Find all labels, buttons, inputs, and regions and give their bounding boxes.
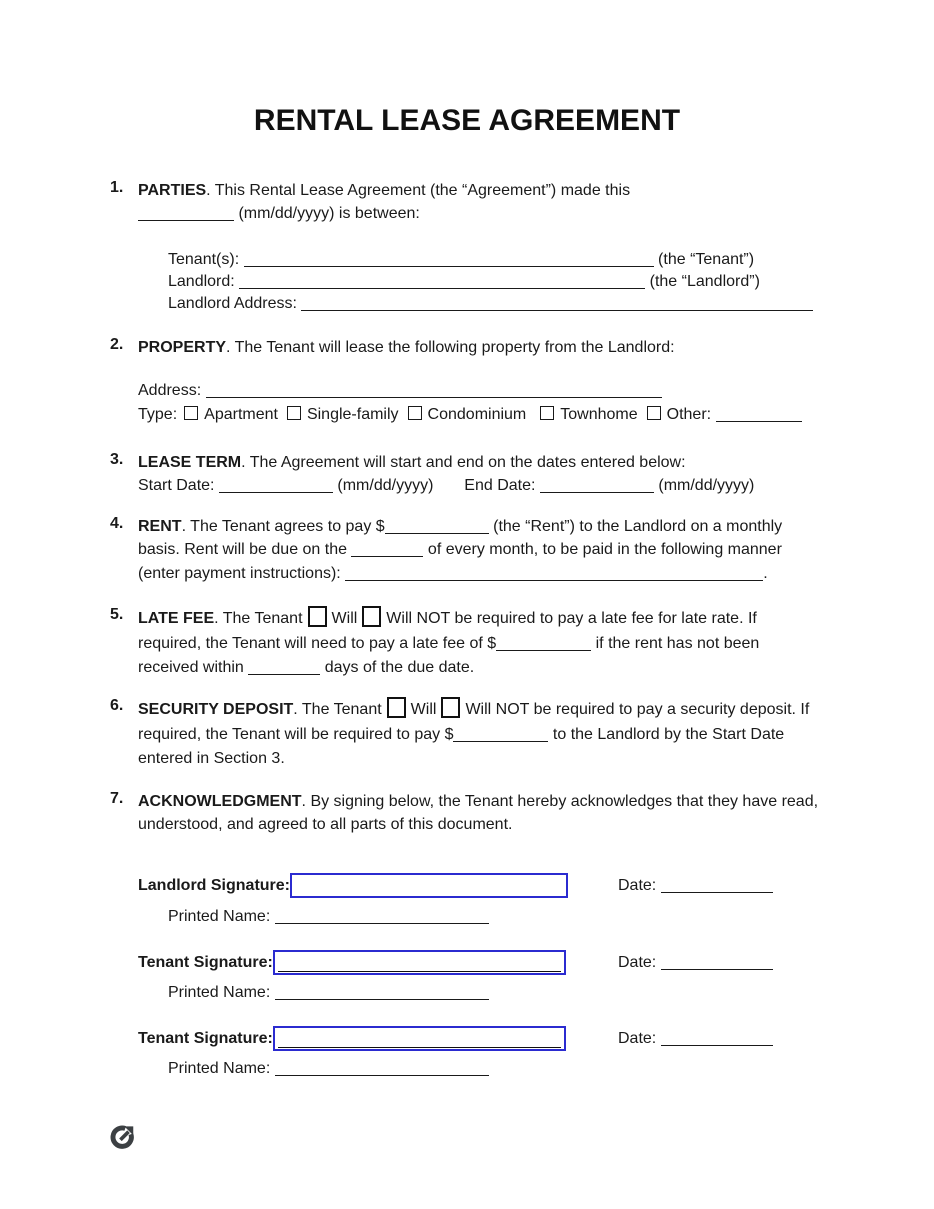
rent-text-2: (the “Rent”) to the Landlord on a monthly basis. Rent will be due on the <box>138 518 783 559</box>
landlord-date-line <box>661 877 773 893</box>
property-address-row <box>138 379 824 403</box>
section-security-deposit <box>110 697 824 772</box>
type-apartment-checkbox <box>184 406 198 420</box>
deposit-text-2: be required to pay a security deposit. If required, the Tenant will be required to pay $ <box>138 701 810 743</box>
parties-intro-text: . This Rental Lease Agreement (the “Agreement”) made this <box>206 182 631 199</box>
landlord-label: Landlord: <box>168 273 235 290</box>
tenant-signature-row-2 <box>110 1024 824 1053</box>
tenant-signature-label: Tenant Signature: <box>138 953 273 971</box>
tenant-printed-name-line-1 <box>275 984 489 1000</box>
type-other-checkbox <box>647 406 661 420</box>
landlord-address-label: Landlord Address: <box>168 295 297 312</box>
section-heading: PARTIES <box>138 182 207 199</box>
tenant-signature-field-1[interactable] <box>273 950 566 975</box>
landlord-printed-name-line <box>275 908 489 924</box>
late-fee-will-checkbox[interactable] <box>308 606 327 627</box>
rent-text-1: . The Tenant agrees to pay $ <box>181 518 385 535</box>
property-address-label: Address: <box>138 382 202 399</box>
landlord-suffix: (the “Landlord”) <box>649 273 760 290</box>
property-address-line <box>206 382 662 398</box>
start-date-format: (mm/dd/yyyy) <box>337 477 434 494</box>
type-other-label: Other: <box>666 406 712 423</box>
tenant-printed-name-row-1 <box>168 982 489 1004</box>
payment-instructions-line <box>345 565 763 581</box>
section-number: 3. <box>110 451 124 468</box>
tenant-printed-name-line-2 <box>275 1060 489 1076</box>
section-parties <box>110 179 824 315</box>
rent-text-4: . <box>763 564 768 582</box>
type-option-label: Townhome <box>560 406 638 423</box>
tenant-date-line-2 <box>661 1030 773 1046</box>
late-fee-text-1: . The Tenant <box>214 610 303 627</box>
section-number: 5. <box>110 606 124 623</box>
tenant-name-row <box>168 249 824 271</box>
section-property <box>110 336 824 427</box>
date-label: Date: <box>618 953 657 971</box>
rent-due-day-line <box>351 541 423 557</box>
late-fee-text-3: if the rent has not been received within <box>138 634 760 676</box>
tenant-name-line <box>244 251 654 267</box>
end-date-label: End Date: <box>464 477 536 494</box>
landlord-signature-row <box>110 871 824 900</box>
type-condominium-checkbox <box>408 406 422 420</box>
type-single-family-checkbox <box>287 406 301 420</box>
section-heading: SECURITY DEPOSIT <box>138 701 294 718</box>
tenant-label: Tenant(s): <box>168 251 240 268</box>
property-type-label: Type: <box>138 406 178 423</box>
type-other-line <box>716 406 802 422</box>
start-date-label: Start Date: <box>138 477 215 494</box>
tenant-signature-row-1 <box>110 948 824 977</box>
deposit-will-checkbox[interactable] <box>387 697 406 718</box>
tenant-date-line-1 <box>661 954 773 970</box>
tenant-printed-name-row-2 <box>168 1058 489 1080</box>
signature-line <box>278 1047 561 1048</box>
late-fee-text-2: be required to pay a late fee for late rate. If required, the Tenant will need to pay a late fee of $ <box>138 610 757 652</box>
type-townhome-checkbox <box>540 406 554 420</box>
rent-text-3: of every month, to be paid in the following manner (enter payment instructions): <box>138 541 782 582</box>
landlord-signature-label: Landlord Signature: <box>138 876 290 894</box>
late-fee-amount-line <box>496 635 591 651</box>
parties-intro-text-2: (mm/dd/yyyy) is between: <box>238 205 420 222</box>
type-option-label: Single-family <box>306 406 399 423</box>
deposit-will-not-checkbox[interactable] <box>441 697 460 718</box>
landlord-name-line <box>239 273 645 289</box>
section-late-fee <box>110 606 824 681</box>
date-label: Date: <box>618 1029 657 1047</box>
start-date-line <box>219 477 333 493</box>
section-heading: PROPERTY <box>138 339 227 356</box>
page-title: RENTAL LEASE AGREEMENT <box>253 104 681 137</box>
late-fee-days-line <box>248 659 320 675</box>
deposit-text-3: to the Landlord by the Start Date entered in Section 3. <box>138 725 785 767</box>
landlord-printed-name-row <box>168 906 489 928</box>
late-fee-will-not-checkbox[interactable] <box>362 606 381 627</box>
type-option-label: Apartment <box>204 406 278 423</box>
end-date-line <box>540 477 654 493</box>
printed-name-label: Printed Name: <box>168 1060 271 1077</box>
section-heading: LATE FEE <box>138 610 215 627</box>
late-fee-will-label: Will <box>331 610 358 627</box>
deposit-amount-line <box>453 726 548 742</box>
section-number: 6. <box>110 697 124 714</box>
type-option-label: Condominium <box>427 406 527 423</box>
late-fee-will-not-label: Will NOT <box>386 610 450 627</box>
signature-line <box>278 971 561 972</box>
deposit-text-1: . The Tenant <box>293 701 382 718</box>
end-date-format: (mm/dd/yyyy) <box>658 477 755 494</box>
rent-amount-line <box>385 518 489 534</box>
deposit-will-not-label: Will NOT <box>465 701 530 718</box>
agreement-date-line <box>138 205 234 221</box>
printed-name-label: Printed Name: <box>168 984 271 1001</box>
property-intro-text: . The Tenant will lease the following property from the Landlord: <box>226 339 675 356</box>
printed-name-label: Printed Name: <box>168 908 271 925</box>
acknowledgment-text: . By signing below, the Tenant hereby acknowledges that they have read, understood, and agreed to all parts of this document. <box>138 793 819 833</box>
property-type-row <box>138 403 824 427</box>
section-number: 7. <box>110 790 124 807</box>
section-number: 2. <box>110 336 124 353</box>
landlord-address-row <box>168 293 824 315</box>
section-acknowledgment <box>110 790 824 836</box>
deposit-will-label: Will <box>410 701 437 718</box>
landlord-address-line <box>301 295 813 311</box>
tenant-signature-field-2[interactable] <box>273 1026 566 1051</box>
circular-arrow-icon <box>108 1121 138 1152</box>
late-fee-text-4: days of the due date. <box>324 659 475 676</box>
section-heading: LEASE TERM <box>138 454 242 471</box>
lease-term-intro-text: . The Agreement will start and end on the dates entered below: <box>241 454 686 471</box>
section-heading: ACKNOWLEDGMENT <box>138 793 302 810</box>
section-lease-term <box>110 451 824 497</box>
date-label: Date: <box>618 876 657 894</box>
section-number: 4. <box>110 515 124 532</box>
landlord-signature-field[interactable] <box>290 873 568 898</box>
landlord-name-row <box>168 271 824 293</box>
tenant-suffix: (the “Tenant”) <box>658 251 755 268</box>
tenant-signature-label: Tenant Signature: <box>138 1029 273 1047</box>
section-heading: RENT <box>138 518 182 535</box>
section-rent <box>110 515 824 585</box>
section-number: 1. <box>110 179 124 196</box>
